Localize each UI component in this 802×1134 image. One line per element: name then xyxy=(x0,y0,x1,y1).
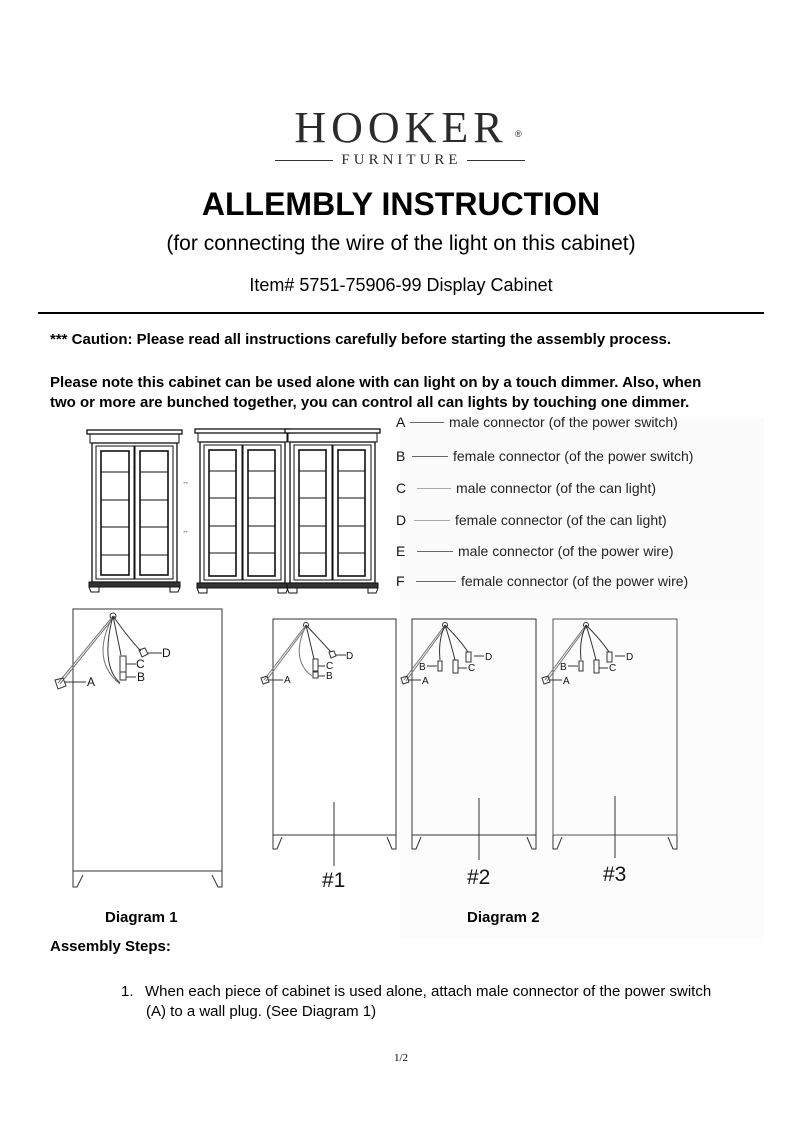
legend-item-d xyxy=(396,512,667,528)
brand-tagline xyxy=(275,152,525,169)
legend-dash xyxy=(417,488,451,489)
legend-letter: E xyxy=(396,543,406,559)
cabinet-2-callout-d: D xyxy=(485,652,493,663)
cabinet-2-callout-a: A xyxy=(422,676,429,687)
legend-dash xyxy=(417,551,453,552)
header-divider xyxy=(38,312,764,314)
cabinet-3-callout-a: A xyxy=(563,676,570,687)
legend-letter: A xyxy=(396,414,406,430)
diagram-2-label: Diagram 2 xyxy=(467,909,540,926)
cabinet-3-callout-d: D xyxy=(626,652,634,663)
legend-item-e xyxy=(396,543,674,559)
step-text-line-2: (A) to a wall plug. (See Diagram 1) xyxy=(146,1003,377,1020)
tagline-rule-left xyxy=(275,160,333,161)
legend-dash xyxy=(416,581,456,582)
usage-note xyxy=(50,373,770,413)
brand-name: HOOKER xyxy=(294,103,508,152)
legend-dash xyxy=(410,422,444,423)
legend-item-b xyxy=(396,448,693,464)
diagram-1-callout-c: C xyxy=(136,657,145,671)
usage-note-line-2: two or more are bunched together, you can control all can lights by touching one dimmer. xyxy=(50,394,690,411)
brand-logo xyxy=(0,103,802,153)
cabinet-1-callout-c: C xyxy=(326,661,334,672)
legend-item-f xyxy=(396,573,688,589)
cabinet-1-number: #1 xyxy=(322,869,346,892)
legend-letter: D xyxy=(396,512,407,528)
legend-dash xyxy=(414,520,450,521)
cabinet-2-callout-b: B xyxy=(419,662,426,673)
diagram-1-callout-a: A xyxy=(87,675,96,689)
assembly-steps-heading: Assembly Steps: xyxy=(50,938,171,955)
diagram-1-callout-b: B xyxy=(137,670,146,684)
svg-text:↔: ↔ xyxy=(182,528,189,535)
legend-text: male connector (of the power switch) xyxy=(449,414,678,430)
legend-text: female connector (of the power wire) xyxy=(461,573,689,589)
wiring-diagrams xyxy=(36,418,764,938)
legend-letter: F xyxy=(396,573,405,589)
single-cabinet-illustration xyxy=(87,430,182,592)
svg-text:↔: ↔ xyxy=(182,479,189,486)
legend-dash xyxy=(412,456,448,457)
assembly-step-1 xyxy=(121,982,771,1022)
step-number: 1. xyxy=(121,983,134,1000)
cabinet-2-number: #2 xyxy=(467,866,491,889)
cabinet-3-number: #3 xyxy=(603,863,627,886)
document-title: ALLEMBLY INSTRUCTION xyxy=(201,186,601,222)
page-number: 1/2 xyxy=(393,1052,409,1064)
legend-text: male connector (of the can light) xyxy=(456,480,656,496)
cabinet-front-illustrations xyxy=(87,429,380,593)
diagram-1-callout-d: D xyxy=(162,646,171,660)
legend-text: female connector (of the can light) xyxy=(455,512,667,528)
cabinet-1-callout-d: D xyxy=(346,651,354,662)
cabinet-1-callout-b: B xyxy=(326,671,333,682)
registered-mark: ® xyxy=(515,129,522,139)
tagline-text: FURNITURE xyxy=(341,152,462,168)
document-subtitle: (for connecting the wire of the light on this cabinet) xyxy=(166,232,636,255)
cabinet-3-callout-c: C xyxy=(609,663,617,674)
legend-item-c xyxy=(396,480,656,496)
legend-item-a xyxy=(396,414,678,430)
legend-text: female connector (of the power switch) xyxy=(453,448,694,464)
double-cabinet-illustration xyxy=(195,429,380,593)
diagram-1-label: Diagram 1 xyxy=(105,909,178,926)
item-number: Item# 5751-75906-99 Display Cabinet xyxy=(249,275,553,295)
usage-note-line-1: Please note this cabinet can be used alone with can light on by a touch dimmer. Also, when xyxy=(50,374,702,391)
cabinet-2-callout-c: C xyxy=(468,663,476,674)
legend-text: male connector (of the power wire) xyxy=(458,543,674,559)
tagline-rule-right xyxy=(467,160,525,161)
step-text-line-1: When each piece of cabinet is used alone, attach male connector of the power switch xyxy=(145,983,712,1000)
legend-letter: C xyxy=(396,480,407,496)
cabinet-3-callout-b: B xyxy=(560,662,567,673)
cabinet-1-callout-a: A xyxy=(284,675,291,686)
caution-text: *** Caution: Please read all instructions carefully before starting the assembly process. xyxy=(50,331,672,348)
legend-letter: B xyxy=(396,448,406,464)
